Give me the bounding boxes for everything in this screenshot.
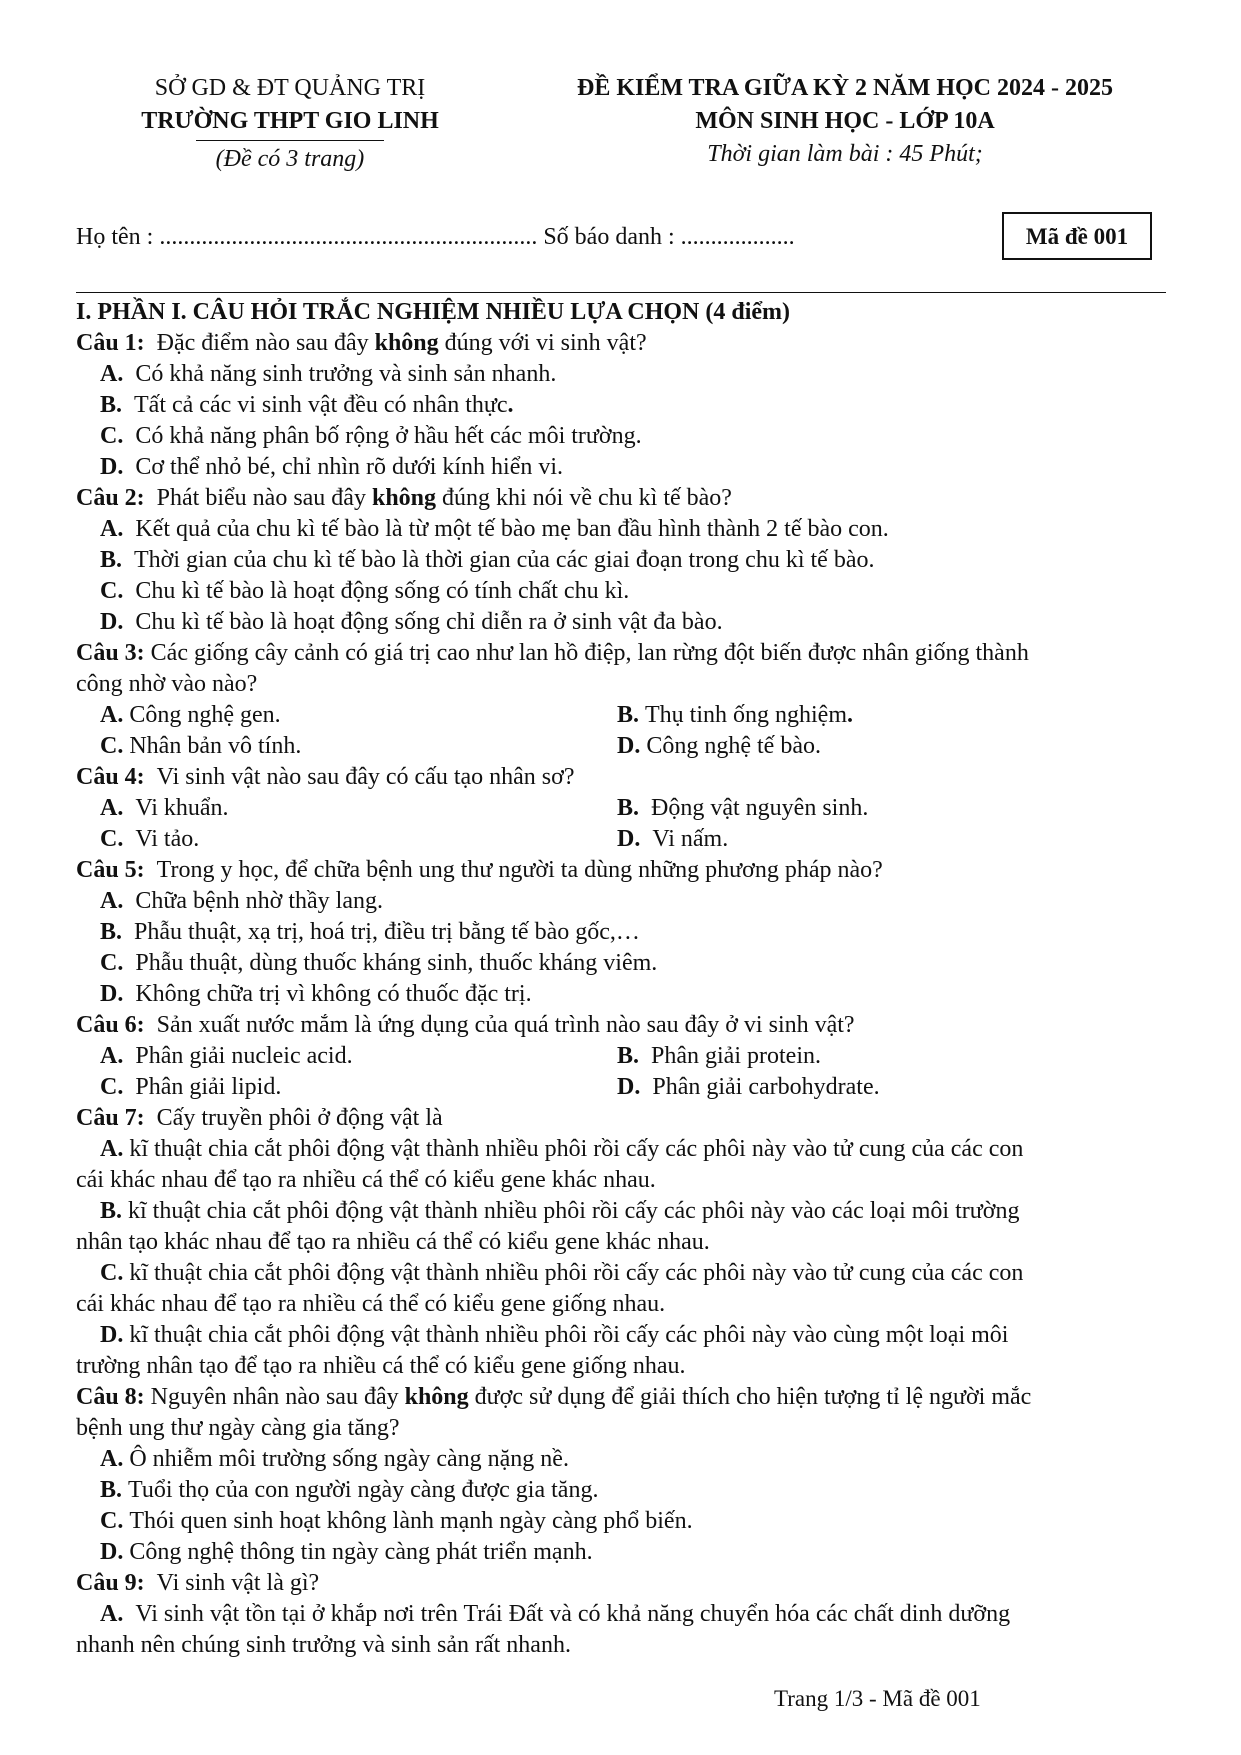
option-letter: C.: [100, 1074, 124, 1100]
option-d: [76, 979, 1176, 1010]
option-a-cont: nhanh nên chúng sinh trưởng và sinh sản rất nhanh.: [76, 1632, 571, 1658]
option-text: Phân giải carbohydrate.: [652, 1074, 880, 1100]
option-b: [617, 700, 853, 731]
option-text: Phẫu thuật, xạ trị, hoá trị, điều trị bằng tế bào gốc,…: [134, 919, 640, 945]
option-d-cont: trường nhân tạo để tạo ra nhiều cá thể có kiểu gene giống nhau.: [76, 1353, 686, 1379]
question-text: được sử dụng để giải thích cho hiện tượng tỉ lệ người mắc: [468, 1384, 1032, 1410]
pages-note: (Đề có 3 trang): [215, 146, 365, 172]
question-text: Cấy truyền phôi ở động vật là: [156, 1105, 443, 1131]
time-limit: Thời gian làm bài : 45 Phút;: [707, 141, 983, 167]
option-letter: D.: [100, 981, 124, 1007]
option-text: Vi sinh vật tồn tại ở khắp nơi trên Trái Đất và có khả năng chuyển hóa các chất dinh dưỡng: [135, 1601, 1011, 1627]
question-5: [76, 855, 1176, 886]
option-letter: A.: [100, 702, 124, 728]
option-letter: A.: [100, 1136, 124, 1162]
school-block: [110, 72, 470, 176]
option-text: Chữa bệnh nhờ thầy lang.: [135, 888, 383, 914]
option-b: [76, 1196, 1176, 1227]
school-name: TRƯỜNG THPT GIO LINH: [141, 108, 439, 134]
option-b: [76, 1475, 1176, 1506]
options-row: [76, 824, 1176, 855]
question-text-cont: công nhờ vào nào?: [76, 671, 258, 697]
option-letter: A.: [100, 361, 124, 387]
option-a: [76, 1444, 1176, 1475]
option-text: Tuổi thọ của con người ngày càng được gia tăng.: [128, 1477, 599, 1503]
option-letter: D.: [617, 733, 641, 759]
question-label: Câu 8:: [76, 1384, 145, 1410]
option-c: [76, 1506, 1176, 1537]
question-9: [76, 1568, 1176, 1599]
question-label: Câu 5:: [76, 857, 145, 883]
option-letter: A.: [100, 795, 124, 821]
option-d: [76, 452, 1176, 483]
option-letter: C.: [100, 578, 124, 604]
option-text: kĩ thuật chia cắt phôi động vật thành nhiều phôi rồi cấy các phôi này vào các loại môi trường: [128, 1198, 1020, 1224]
option-letter: D.: [100, 609, 124, 635]
option-end: .: [507, 392, 514, 418]
option-c: [76, 1258, 1176, 1289]
option-text: Thời gian của chu kì tế bào là thời gian của các giai đoạn trong chu kì tế bào.: [134, 547, 875, 573]
option-text: Phẫu thuật, dùng thuốc kháng sinh, thuốc kháng viêm.: [135, 950, 658, 976]
exam-header: [0, 72, 1241, 212]
question-text: Đặc điểm nào sau đây: [156, 330, 375, 356]
option-text: Tất cả các vi sinh vật đều có nhân thực: [134, 392, 508, 418]
question-text: Các giống cây cảnh có giá trị cao như lan hồ điệp, lan rừng đột biến được nhân giống thành: [150, 640, 1029, 666]
header-separator: [76, 292, 1166, 293]
option-letter: C.: [100, 950, 124, 976]
option-a: [100, 700, 617, 731]
option-d: [76, 1320, 1176, 1351]
question-text: đúng khi nói về chu kì tế bào?: [436, 485, 732, 511]
option-b: [76, 390, 1176, 421]
option-letter: B.: [100, 392, 123, 418]
options-row: [76, 731, 1176, 762]
option-a: [76, 1599, 1176, 1630]
option-letter: B.: [100, 1198, 123, 1224]
question-label: Câu 3:: [76, 640, 145, 666]
option-letter: D.: [617, 826, 641, 852]
option-text: kĩ thuật chia cắt phôi động vật thành nhiều phôi rồi cấy các phôi này vào tử cung của các con: [129, 1136, 1024, 1162]
option-d: [617, 1072, 880, 1103]
option-letter: C.: [100, 826, 124, 852]
option-c: [100, 1072, 617, 1103]
option-c-cont: cái khác nhau để tạo ra nhiều cá thể có kiểu gene giống nhau.: [76, 1291, 666, 1317]
option-text: Phân giải nucleic acid.: [135, 1043, 353, 1069]
option-letter: B.: [100, 547, 123, 573]
option-c: [100, 824, 617, 855]
option-letter: D.: [100, 1322, 124, 1348]
option-text: Thói quen sinh hoạt không lành mạnh ngày càng phổ biến.: [129, 1508, 693, 1534]
option-letter: D.: [100, 454, 124, 480]
option-letter: B.: [617, 1043, 640, 1069]
question-label: Câu 6:: [76, 1012, 145, 1038]
question-emphasis: không: [371, 485, 437, 511]
question-label: Câu 7:: [76, 1105, 145, 1131]
question-3: [76, 638, 1176, 669]
question-text: Vi sinh vật là gì?: [156, 1570, 320, 1596]
options-row: [76, 1041, 1176, 1072]
exam-code-box: Mã đề 001: [1002, 212, 1152, 260]
option-text: Công nghệ thông tin ngày càng phát triển mạnh.: [129, 1539, 593, 1565]
option-letter: C.: [100, 1260, 124, 1286]
option-a: [76, 1134, 1176, 1165]
exam-title: ĐỀ KIỂM TRA GIỮA KỲ 2 NĂM HỌC 2024 - 2025: [576, 75, 1113, 101]
option-text: Không chữa trị vì không có thuốc đặc trị.: [135, 981, 532, 1007]
option-letter: D.: [100, 1539, 124, 1565]
option-c: [76, 948, 1176, 979]
question-text: Vi sinh vật nào sau đây có cấu tạo nhân sơ?: [156, 764, 575, 790]
option-letter: B.: [100, 1477, 123, 1503]
option-letter: B.: [100, 919, 123, 945]
section-title: I. PHẦN I. CÂU HỎI TRẮC NGHIỆM NHIỀU LỰA CHỌN (4 điểm): [76, 299, 791, 325]
option-letter: C.: [100, 733, 124, 759]
question-label: Câu 1:: [76, 330, 145, 356]
exam-title-block: [520, 72, 1170, 171]
student-info: [76, 206, 1166, 266]
option-text: Nhân bản vô tính.: [129, 733, 302, 759]
question-label: Câu 4:: [76, 764, 145, 790]
option-b-cont: nhân tạo khác nhau để tạo ra nhiều cá thể có kiểu gene khác nhau.: [76, 1229, 710, 1255]
option-a: [76, 359, 1176, 390]
options-row: [76, 700, 1176, 731]
question-label: Câu 9:: [76, 1570, 145, 1596]
option-letter: B.: [617, 702, 640, 728]
question-text: Sản xuất nước mắm là ứng dụng của quá trình nào sau đây ở vi sinh vật?: [156, 1012, 855, 1038]
option-text: Cơ thể nhỏ bé, chỉ nhìn rõ dưới kính hiển vi.: [135, 454, 564, 480]
question-8: [76, 1382, 1176, 1413]
option-a-cont: cái khác nhau để tạo ra nhiều cá thể có kiểu gene khác nhau.: [76, 1167, 656, 1193]
option-letter: B.: [617, 795, 640, 821]
option-text: Vi khuẩn.: [135, 795, 229, 821]
option-text: kĩ thuật chia cắt phôi động vật thành nhiều phôi rồi cấy các phôi này vào cùng một loại môi: [129, 1322, 1009, 1348]
question-text: Phát biểu nào sau đây: [156, 485, 372, 511]
header-rule: [196, 140, 384, 141]
question-6: [76, 1010, 1176, 1041]
option-c: [100, 731, 617, 762]
question-text: Nguyên nhân nào sau đây: [150, 1384, 405, 1410]
question-text: đúng với vi sinh vật?: [438, 330, 647, 356]
option-letter: A.: [100, 888, 124, 914]
option-b: [76, 545, 1176, 576]
option-letter: A.: [100, 1601, 124, 1627]
option-text: Công nghệ gen.: [129, 702, 281, 728]
option-text: Chu kì tế bào là hoạt động sống chỉ diễn ra ở sinh vật đa bào.: [135, 609, 723, 635]
option-text: Chu kì tế bào là hoạt động sống có tính chất chu kì.: [135, 578, 630, 604]
subject-title: MÔN SINH HỌC - LỚP 10A: [695, 108, 995, 134]
option-text: Động vật nguyên sinh.: [651, 795, 869, 821]
option-a: [100, 793, 617, 824]
option-text: Có khả năng sinh trưởng và sinh sản nhanh.: [135, 361, 557, 387]
question-label: Câu 2:: [76, 485, 145, 511]
option-letter: A.: [100, 1043, 124, 1069]
question-2: [76, 483, 1176, 514]
option-letter: A.: [100, 1446, 124, 1472]
questions-content: [76, 297, 1176, 1661]
option-d: [76, 1537, 1176, 1568]
options-row: [76, 1072, 1176, 1103]
option-letter: D.: [617, 1074, 641, 1100]
option-text: kĩ thuật chia cắt phôi động vật thành nhiều phôi rồi cấy các phôi này vào tử cung của các con: [129, 1260, 1024, 1286]
option-a: [76, 886, 1176, 917]
question-4: [76, 762, 1176, 793]
question-text-cont: bệnh ung thư ngày càng gia tăng?: [76, 1415, 400, 1441]
option-text: Ô nhiễm môi trường sống ngày càng nặng nề.: [129, 1446, 569, 1472]
option-c: [76, 576, 1176, 607]
question-text: Trong y học, để chữa bệnh ung thư người ta dùng những phương pháp nào?: [156, 857, 883, 883]
option-text: Có khả năng phân bố rộng ở hầu hết các môi trường.: [135, 423, 642, 449]
option-text: Vi tảo.: [135, 826, 200, 852]
option-a: [76, 514, 1176, 545]
question-7: [76, 1103, 1176, 1134]
option-letter: C.: [100, 423, 124, 449]
page-footer: Trang 1/3 - Mã đề 001: [774, 1686, 981, 1711]
option-b: [617, 1041, 821, 1072]
option-c: [76, 421, 1176, 452]
option-d: [617, 731, 821, 762]
option-text: Kết quả của chu kì tế bào là từ một tế bào mẹ ban đầu hình thành 2 tế bào con.: [135, 516, 889, 542]
option-end: .: [847, 702, 853, 728]
option-text: Phân giải protein.: [651, 1043, 821, 1069]
option-d: [76, 607, 1176, 638]
option-text: Vi nấm.: [652, 826, 729, 852]
option-text: Công nghệ tế bào.: [646, 733, 821, 759]
option-text: Phân giải lipid.: [135, 1074, 282, 1100]
option-a: [100, 1041, 617, 1072]
option-letter: C.: [100, 1508, 124, 1534]
option-b: [76, 917, 1176, 948]
question-1: [76, 328, 1176, 359]
option-b: [617, 793, 868, 824]
option-text: Thụ tinh ống nghiệm: [645, 702, 847, 728]
option-d: [617, 824, 728, 855]
name-id-line: Họ tên : ............................................................... Số báo danh : ...................: [76, 224, 795, 250]
department-name: SỞ GD & ĐT QUẢNG TRỊ: [154, 75, 426, 101]
option-letter: A.: [100, 516, 124, 542]
question-emphasis: không: [404, 1384, 469, 1410]
options-row: [76, 793, 1176, 824]
question-emphasis: không: [374, 330, 439, 356]
